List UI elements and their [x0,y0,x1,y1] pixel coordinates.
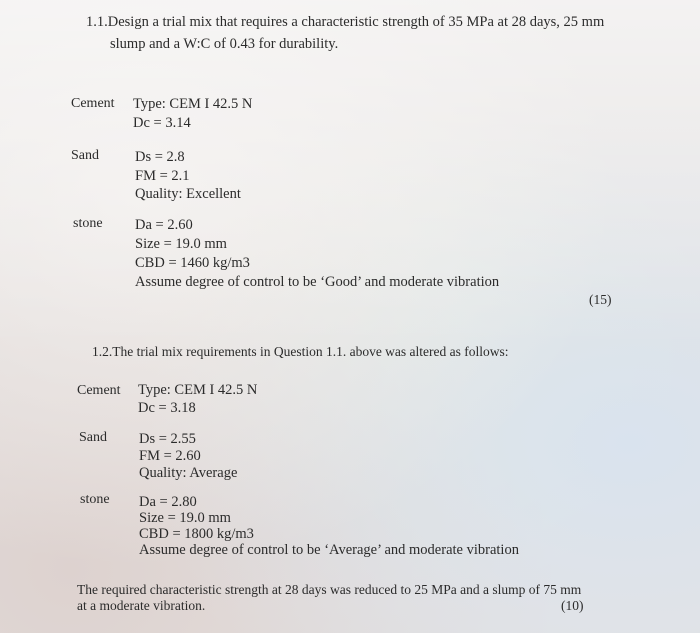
stone-size: Size = 19.0 mm [139,510,231,526]
cement-density: Dc = 3.14 [133,115,191,131]
stone-cbd: CBD = 1460 kg/m3 [135,255,250,271]
sand-label: Sand [79,430,107,445]
sand-density: Ds = 2.8 [135,149,185,165]
sand-density: Ds = 2.55 [139,431,196,447]
closing-line-1: The required characteristic strength at 28 days was reduced to 25 MPa and a slump of 75 mm [77,582,582,597]
cement-type: Type: CEM I 42.5 N [133,96,253,112]
stone-label: stone [73,216,103,231]
stone-label: stone [80,492,110,507]
sand-quality: Quality: Average [139,465,238,481]
sand-label: Sand [71,148,99,163]
stone-density: Da = 2.80 [139,494,197,510]
marks-question-1-2: (10) [561,598,584,613]
cement-type: Type: CEM I 42.5 N [138,382,258,398]
stone-control-note: Assume degree of control to be ‘Average’ and moderate vibration [139,542,519,558]
question-1-1-line-1: 1.1.Design a trial mix that requires a characteristic strength of 35 MPa at 28 days, 25 mm [86,14,605,30]
question-1-2-heading: 1.2.The trial mix requirements in Question 1.1. above was altered as follows: [92,344,509,359]
sand-quality: Quality: Excellent [135,186,241,202]
cement-label: Cement [71,96,115,111]
sand-fineness-modulus: FM = 2.60 [139,448,201,464]
stone-control-note: Assume degree of control to be ‘Good’ and moderate vibration [135,274,500,290]
cement-density: Dc = 3.18 [138,400,196,416]
stone-cbd: CBD = 1800 kg/m3 [139,526,254,542]
marks-question-1-1: (15) [589,292,612,307]
stone-size: Size = 19.0 mm [135,236,227,252]
closing-line-2: at a moderate vibration. [77,598,206,613]
cement-label: Cement [77,383,121,398]
sand-fineness-modulus: FM = 2.1 [135,168,190,184]
stone-density: Da = 2.60 [135,217,193,233]
question-1-1-line-2: slump and a W:C of 0.43 for durability. [110,36,339,52]
